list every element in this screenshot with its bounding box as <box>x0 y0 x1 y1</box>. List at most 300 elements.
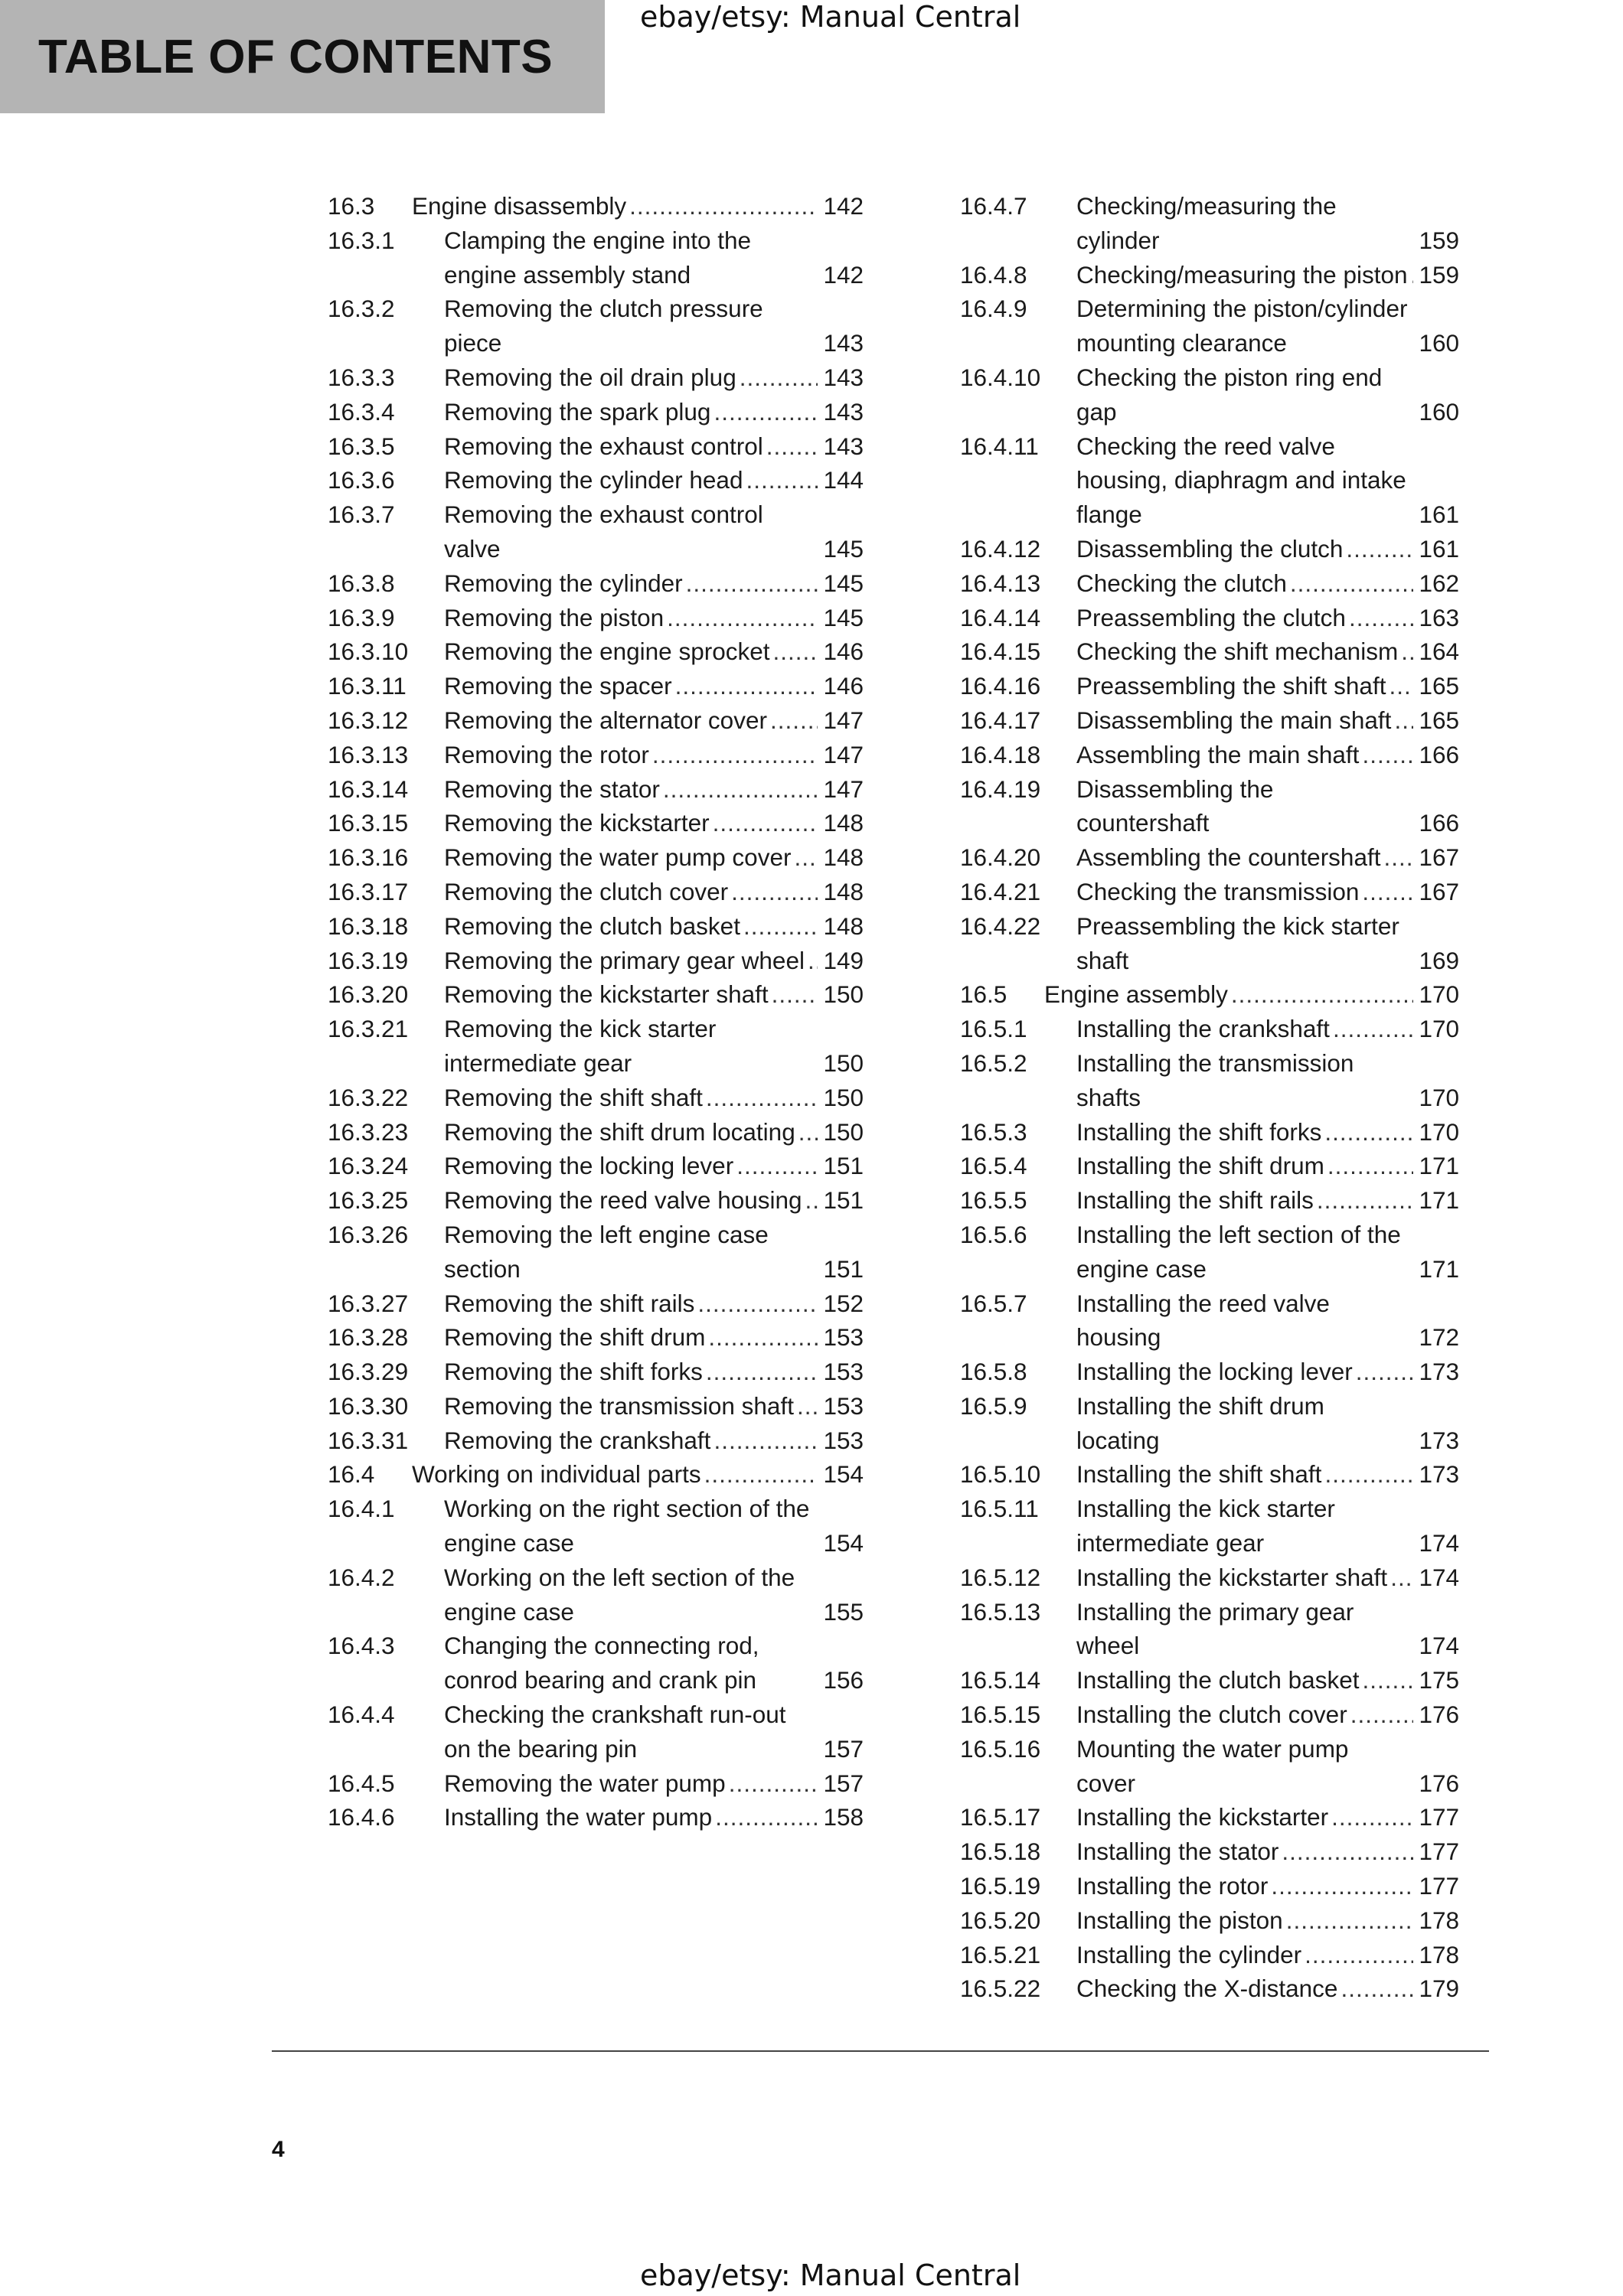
toc-entry-number: 16.3.7 <box>328 501 395 529</box>
toc-column-left <box>328 189 864 1835</box>
toc-entry-page: 145 <box>823 534 864 563</box>
toc-entry[interactable] <box>328 1629 864 1698</box>
toc-entry-title: Removing the kick starter intermediate gear <box>444 1015 717 1077</box>
toc-entry-page: 143 <box>823 397 864 426</box>
toc-entry-number: 16.3.15 <box>328 809 409 837</box>
toc-entry-title: Installing the reed valve housing <box>1076 1289 1330 1352</box>
toc-entry-page: 143 <box>823 329 864 357</box>
toc-entry-title: Removing the engine sprocket <box>444 638 770 666</box>
dot-leader <box>1282 1835 1413 1869</box>
toc-entry[interactable] <box>960 1595 1459 1664</box>
dot-leader <box>773 634 818 669</box>
toc-column-right <box>960 189 1459 2006</box>
toc-entry-number: 16.5.4 <box>960 1152 1027 1180</box>
toc-entry-title: Removing the rotor <box>444 740 649 768</box>
toc-entry-page: 159 <box>1419 226 1459 254</box>
toc-entry-page: 152 <box>823 1289 864 1317</box>
toc-entry[interactable] <box>960 1218 1459 1287</box>
toc-entry[interactable] <box>328 497 864 566</box>
dot-leader <box>715 1800 818 1835</box>
toc-entry-number: 16.5.5 <box>960 1186 1027 1215</box>
page-title: TABLE OF CONTENTS <box>38 30 554 83</box>
toc-entry-title: Installing the kick starter intermediate gear <box>1076 1495 1335 1557</box>
toc-entry-number: 16.3.9 <box>328 603 395 631</box>
toc-entry-page: 145 <box>823 603 864 631</box>
toc-entry-page: 153 <box>823 1358 864 1386</box>
toc-entry-title: Removing the shift forks <box>444 1358 703 1386</box>
toc-entry-number: 16.3.5 <box>328 432 395 460</box>
toc-entry-title: Disassembling the countershaft <box>1076 775 1274 837</box>
dot-leader <box>667 601 818 635</box>
toc-entry-title: Removing the crankshaft <box>444 1426 711 1454</box>
toc-entry-title: Installing the stator <box>1076 1838 1279 1866</box>
toc-entry-page: 171 <box>1419 1152 1459 1180</box>
toc-entry-page: 171 <box>1419 1186 1459 1215</box>
toc-entry[interactable] <box>328 1149 864 1183</box>
toc-entry-title: Removing the transmission shaft <box>444 1391 794 1420</box>
toc-entry[interactable] <box>328 944 864 978</box>
toc-entry-page: 161 <box>1419 501 1459 529</box>
toc-entry-number: 16.3.31 <box>328 1426 409 1454</box>
toc-entry-number: 16.5.3 <box>960 1117 1027 1146</box>
toc-entry-page: 153 <box>823 1426 864 1454</box>
toc-entry-page: 179 <box>1419 1975 1459 2003</box>
dot-leader <box>675 669 818 703</box>
toc-entry-number: 16.5.6 <box>960 1220 1027 1248</box>
toc-entry-title: Removing the exhaust control valve <box>444 501 763 563</box>
toc-entry-page: 160 <box>1419 397 1459 426</box>
toc-entry-number: 16.3.3 <box>328 363 395 391</box>
toc-entry-number: 16.5 <box>960 980 1007 1009</box>
toc-entry-title: Removing the stator <box>444 775 660 803</box>
dot-leader <box>808 944 818 978</box>
toc-entry[interactable] <box>960 1800 1459 1835</box>
toc-entry-title: Removing the shift drum <box>444 1323 706 1352</box>
toc-entry[interactable] <box>960 1561 1459 1595</box>
toc-entry-title: Removing the shift rails <box>444 1289 695 1317</box>
dot-leader <box>1411 258 1414 292</box>
toc-entry-title: Removing the shift drum locating <box>444 1117 795 1146</box>
dot-leader <box>794 840 818 875</box>
dot-leader <box>1346 532 1413 566</box>
toc-entry-title: Installing the kickstarter <box>1076 1803 1329 1831</box>
toc-entry[interactable] <box>328 738 864 772</box>
toc-entry-number: 16.4.12 <box>960 534 1041 563</box>
toc-entry[interactable] <box>328 840 864 875</box>
toc-entry-page: 167 <box>1419 843 1459 872</box>
toc-entry[interactable] <box>328 1320 864 1355</box>
toc-entry[interactable] <box>960 1389 1459 1458</box>
toc-entry-number: 16.4.6 <box>328 1803 395 1831</box>
toc-entry-title: Engine disassembly <box>412 192 627 220</box>
toc-entry-number: 16.5.21 <box>960 1940 1041 1968</box>
toc-entry[interactable] <box>328 1424 864 1458</box>
dot-leader <box>697 1287 818 1321</box>
toc-entry-title: Removing the locking lever <box>444 1152 734 1180</box>
toc-entry-title: Disassembling the clutch <box>1076 534 1344 563</box>
dot-leader <box>686 566 818 601</box>
toc-entry-page: 146 <box>823 638 864 666</box>
dot-leader <box>663 772 818 807</box>
dot-leader <box>1290 566 1413 601</box>
toc-entry-number: 16.4.18 <box>960 740 1041 768</box>
toc-entry-number: 16.3 <box>328 192 375 220</box>
dot-leader <box>1341 1971 1413 2006</box>
toc-entry-title: Removing the shift shaft <box>444 1083 703 1111</box>
toc-entry-page: 169 <box>1419 946 1459 974</box>
toc-entry-number: 16.4.11 <box>960 432 1039 460</box>
toc-entry[interactable] <box>960 1663 1459 1698</box>
dot-leader <box>743 909 818 944</box>
toc-entry-page: 148 <box>823 809 864 837</box>
toc-entry[interactable] <box>328 1081 864 1115</box>
toc-entry[interactable] <box>328 395 864 429</box>
toc-entry-page: 153 <box>823 1323 864 1352</box>
dot-leader <box>713 806 818 840</box>
toc-entry-title: Installing the kickstarter shaft <box>1076 1563 1388 1591</box>
toc-entry-title: Assembling the main shaft <box>1076 740 1360 768</box>
toc-entry-page: 142 <box>823 192 864 220</box>
toc-entry-number: 16.4.7 <box>960 192 1027 220</box>
toc-entry[interactable] <box>960 1903 1459 1938</box>
toc-entry-page: 178 <box>1419 1940 1459 1968</box>
toc-entry-title: Removing the exhaust control <box>444 432 763 460</box>
toc-entry[interactable] <box>960 634 1459 669</box>
toc-entry-page: 177 <box>1419 1803 1459 1831</box>
toc-entry-page: 147 <box>823 740 864 768</box>
toc-entry-title: Changing the connecting rod, conrod bearing and crank pin <box>444 1632 759 1694</box>
toc-entry-title: Removing the oil drain plug <box>444 363 736 391</box>
toc-entry-number: 16.5.7 <box>960 1289 1027 1317</box>
dot-leader <box>798 1115 818 1150</box>
toc-entry-number: 16.5.10 <box>960 1460 1041 1489</box>
toc-entry-page: 147 <box>823 775 864 803</box>
toc-entry-title: Removing the primary gear wheel <box>444 946 805 974</box>
toc-entry-page: 143 <box>823 363 864 391</box>
toc-entry-page: 142 <box>823 260 864 289</box>
toc-entry-title: Checking the reed valve housing, diaphragm and intake flange <box>1076 432 1406 529</box>
toc-entry-page: 148 <box>823 912 864 940</box>
toc-entry-number: 16.4.10 <box>960 363 1041 391</box>
dot-leader <box>1327 1149 1413 1183</box>
toc-entry-title: Working on the right section of the engine case <box>444 1495 810 1557</box>
toc-entry-page: 150 <box>823 1083 864 1111</box>
toc-entry-page: 172 <box>1419 1323 1459 1352</box>
toc-entry-page: 166 <box>1419 740 1459 768</box>
toc-entry-title: Checking the shift mechanism <box>1076 638 1399 666</box>
toc-entry-title: Installing the piston <box>1076 1906 1283 1934</box>
toc-entry[interactable] <box>960 1149 1459 1183</box>
toc-entry-title: Installing the locking lever <box>1076 1358 1353 1386</box>
toc-entry-title: Checking the piston ring end gap <box>1076 363 1383 426</box>
dot-leader <box>1394 703 1413 738</box>
toc-entry-title: Removing the spacer <box>444 672 672 700</box>
toc-entry-page: 151 <box>823 1254 864 1283</box>
toc-entry-title: Removing the clutch basket <box>444 912 740 940</box>
dot-leader <box>1389 669 1413 703</box>
toc-entry-title: Checking the clutch <box>1076 569 1287 597</box>
toc-entry-title: Installing the water pump <box>444 1803 713 1831</box>
toc-entry-title: Clamping the engine into the engine assembly stand <box>444 226 752 289</box>
toc-entry[interactable] <box>328 977 864 1012</box>
toc-entry-page: 147 <box>823 706 864 734</box>
toc-entry[interactable] <box>328 909 864 944</box>
toc-entry-title: Preassembling the kick starter shaft <box>1076 912 1399 974</box>
toc-entry[interactable] <box>960 875 1459 909</box>
toc-entry-title: Working on individual parts <box>412 1460 701 1489</box>
toc-entry[interactable] <box>328 634 864 669</box>
toc-entry-page: 149 <box>823 946 864 974</box>
dot-leader <box>1362 875 1413 909</box>
toc-entry-title: Removing the clutch pressure piece <box>444 295 763 357</box>
toc-entry-page: 166 <box>1419 809 1459 837</box>
toc-entry-page: 164 <box>1419 638 1459 666</box>
toc-entry-number: 16.5.13 <box>960 1597 1041 1626</box>
toc-entry-title: Removing the reed valve housing <box>444 1186 802 1215</box>
toc-entry-title: Checking the crankshaft run-out on the bearing pin <box>444 1701 786 1763</box>
toc-entry-title: Determining the piston/cylinder mounting clearance <box>1076 295 1408 357</box>
toc-entry[interactable] <box>328 1800 864 1835</box>
toc-entry[interactable] <box>328 566 864 601</box>
toc-entry[interactable] <box>960 566 1459 601</box>
toc-entry-number: 16.3.12 <box>328 706 409 734</box>
toc-entry-page: 171 <box>1419 1254 1459 1283</box>
toc-entry-number: 16.3.17 <box>328 877 409 905</box>
toc-entry-number: 16.5.15 <box>960 1701 1041 1729</box>
toc-entry[interactable] <box>328 1115 864 1150</box>
toc-entry[interactable] <box>960 977 1459 1012</box>
toc-entry-title: Removing the piston <box>444 603 665 631</box>
toc-entry-page: 165 <box>1419 706 1459 734</box>
toc-entry[interactable] <box>960 840 1459 875</box>
toc-entry[interactable] <box>328 189 864 223</box>
toc-entry-number: 16.3.26 <box>328 1220 409 1248</box>
dot-leader <box>652 738 818 772</box>
toc-entry-title: Engine assembly <box>1044 980 1228 1009</box>
toc-entry[interactable] <box>328 223 864 292</box>
toc-entry-number: 16.3.19 <box>328 946 409 974</box>
watermark-bottom: ebay/etsy: Manual Central <box>640 2258 1021 2292</box>
toc-entry[interactable] <box>328 1766 864 1801</box>
toc-entry[interactable] <box>960 1046 1459 1115</box>
toc-entry-number: 16.4.3 <box>328 1632 395 1660</box>
dot-leader <box>1305 1938 1413 1972</box>
toc-entry-page: 173 <box>1419 1358 1459 1386</box>
toc-entry-number: 16.5.19 <box>960 1872 1041 1900</box>
toc-entry[interactable] <box>328 1287 864 1321</box>
toc-entry-page: 173 <box>1419 1426 1459 1454</box>
toc-entry-number: 16.3.21 <box>328 1015 409 1043</box>
toc-entry-title: Removing the alternator cover <box>444 706 767 734</box>
toc-entry-title: Disassembling the main shaft <box>1076 706 1392 734</box>
toc-entry[interactable] <box>960 429 1459 532</box>
toc-entry-page: 151 <box>823 1152 864 1180</box>
toc-entry-number: 16.5.12 <box>960 1563 1041 1591</box>
toc-entry[interactable] <box>328 703 864 738</box>
toc-entry-page: 143 <box>823 432 864 460</box>
toc-entry[interactable] <box>960 1183 1459 1218</box>
dot-leader <box>729 1766 818 1801</box>
toc-entry[interactable] <box>328 463 864 497</box>
dot-leader <box>1331 1800 1413 1835</box>
footer-divider <box>272 2050 1489 2052</box>
toc-entry-number: 16.4 <box>328 1460 375 1489</box>
dot-leader <box>708 1320 818 1355</box>
toc-entry-number: 16.4.9 <box>960 295 1027 323</box>
toc-entry-page: 158 <box>823 1803 864 1831</box>
toc-entry-page: 155 <box>823 1597 864 1626</box>
toc-entry-page: 174 <box>1419 1632 1459 1660</box>
toc-entry-page: 170 <box>1419 1117 1459 1146</box>
toc-entry-number: 16.4.13 <box>960 569 1041 597</box>
toc-entry[interactable] <box>960 1869 1459 1903</box>
toc-entry[interactable] <box>960 601 1459 635</box>
toc-entry-page: 176 <box>1419 1769 1459 1797</box>
toc-entry-page: 153 <box>823 1391 864 1420</box>
toc-entry-number: 16.5.18 <box>960 1838 1041 1866</box>
toc-entry-number: 16.4.22 <box>960 912 1041 940</box>
toc-entry-number: 16.3.16 <box>328 843 409 872</box>
dot-leader <box>1356 1355 1413 1389</box>
toc-entry-title: Removing the clutch cover <box>444 877 729 905</box>
toc-entry-number: 16.3.6 <box>328 466 395 494</box>
toc-entry[interactable] <box>960 703 1459 738</box>
toc-entry-title: Checking the X-distance <box>1076 1975 1338 2003</box>
toc-entry-number: 16.3.29 <box>328 1358 409 1386</box>
toc-entry-number: 16.4.14 <box>960 603 1041 631</box>
toc-entry-number: 16.4.20 <box>960 843 1041 872</box>
dot-leader <box>746 463 818 497</box>
toc-entry-number: 16.3.13 <box>328 740 409 768</box>
toc-entry-number: 16.5.14 <box>960 1666 1041 1694</box>
toc-entry-number: 16.5.11 <box>960 1495 1039 1523</box>
toc-entry[interactable] <box>960 189 1459 258</box>
dot-leader <box>1271 1869 1413 1903</box>
dot-leader <box>714 395 818 429</box>
toc-entry[interactable] <box>960 1457 1459 1492</box>
dot-leader <box>1317 1183 1413 1218</box>
toc-entry-page: 161 <box>1419 534 1459 563</box>
toc-entry-title: Installing the primary gear wheel <box>1076 1597 1354 1660</box>
toc-entry-number: 16.3.24 <box>328 1152 409 1180</box>
toc-entry[interactable] <box>328 1012 864 1081</box>
toc-entry[interactable] <box>960 258 1459 292</box>
toc-entry[interactable] <box>328 806 864 840</box>
toc-entry-page: 148 <box>823 877 864 905</box>
toc-entry[interactable] <box>960 1698 1459 1732</box>
toc-entry[interactable] <box>960 772 1459 841</box>
dot-leader <box>1324 1115 1413 1150</box>
dot-leader <box>731 875 818 909</box>
toc-entry-title: Preassembling the shift shaft <box>1076 672 1386 700</box>
toc-entry-page: 174 <box>1419 1529 1459 1557</box>
toc-entry-title: Installing the shift shaft <box>1076 1460 1322 1489</box>
toc-entry[interactable] <box>328 1389 864 1424</box>
toc-entry[interactable] <box>328 429 864 464</box>
toc-entry-page: 156 <box>823 1666 864 1694</box>
toc-entry[interactable] <box>960 1835 1459 1869</box>
toc-entry[interactable] <box>960 1492 1459 1561</box>
toc-entry[interactable] <box>328 1218 864 1287</box>
toc-entry[interactable] <box>328 1457 864 1492</box>
toc-entry[interactable] <box>328 772 864 807</box>
dot-leader <box>1401 634 1413 669</box>
dot-leader <box>714 1424 818 1458</box>
toc-entry[interactable] <box>328 360 864 395</box>
toc-entry-page: 178 <box>1419 1906 1459 1934</box>
toc-entry-page: 145 <box>823 569 864 597</box>
toc-entry-page: 174 <box>1419 1563 1459 1591</box>
toc-entry[interactable] <box>960 1287 1459 1355</box>
toc-entry[interactable] <box>960 1732 1459 1801</box>
dot-leader <box>1362 738 1413 772</box>
toc-entry[interactable] <box>960 1355 1459 1389</box>
toc-entry[interactable] <box>328 292 864 360</box>
dot-leader <box>1286 1903 1413 1938</box>
toc-entry[interactable] <box>960 1115 1459 1150</box>
toc-entry-number: 16.4.17 <box>960 706 1041 734</box>
toc-entry-page: 157 <box>823 1734 864 1763</box>
toc-entry-title: Preassembling the clutch <box>1076 603 1346 631</box>
toc-entry-number: 16.3.8 <box>328 569 395 597</box>
toc-entry[interactable] <box>328 1492 864 1561</box>
toc-entry-title: Checking/measuring the cylinder <box>1076 192 1337 254</box>
toc-entry[interactable] <box>328 1355 864 1389</box>
toc-entry[interactable] <box>328 1698 864 1766</box>
toc-entry-number: 16.3.23 <box>328 1117 409 1146</box>
toc-entry-number: 16.4.5 <box>328 1769 395 1797</box>
toc-entry-number: 16.4.19 <box>960 775 1041 803</box>
toc-entry[interactable] <box>328 875 864 909</box>
toc-entry-page: 148 <box>823 843 864 872</box>
toc-entry-title: Installing the transmission shafts <box>1076 1049 1354 1111</box>
toc-entry[interactable] <box>960 1938 1459 1972</box>
toc-entry[interactable] <box>960 1012 1459 1046</box>
toc-entry-page: 170 <box>1419 1015 1459 1043</box>
toc-entry-number: 16.5.17 <box>960 1803 1041 1831</box>
toc-entry[interactable] <box>960 909 1459 978</box>
toc-entry[interactable] <box>328 601 864 635</box>
toc-entry-number: 16.3.2 <box>328 295 395 323</box>
toc-entry[interactable] <box>960 360 1459 429</box>
toc-entry-page: 157 <box>823 1769 864 1797</box>
toc-entry-title: Removing the kickstarter shaft <box>444 980 769 1009</box>
dot-leader <box>706 1355 818 1389</box>
toc-entry[interactable] <box>960 1971 1459 2006</box>
toc-entry[interactable] <box>960 738 1459 772</box>
toc-entry-page: 176 <box>1419 1701 1459 1729</box>
toc-entry-page: 177 <box>1419 1872 1459 1900</box>
toc-entry-title: Installing the cylinder <box>1076 1940 1302 1968</box>
toc-entry-number: 16.5.16 <box>960 1734 1041 1763</box>
toc-entry-title: Assembling the countershaft <box>1076 843 1381 872</box>
toc-entry-title: Installing the clutch basket <box>1076 1666 1360 1694</box>
toc-entry[interactable] <box>960 532 1459 566</box>
toc-entry-number: 16.3.4 <box>328 397 395 426</box>
toc-entry[interactable] <box>328 669 864 703</box>
toc-entry[interactable] <box>960 669 1459 703</box>
toc-entry[interactable] <box>960 292 1459 360</box>
dot-leader <box>1350 1698 1413 1732</box>
toc-entry[interactable] <box>328 1183 864 1218</box>
dot-leader <box>772 977 818 1012</box>
toc-entry-page: 170 <box>1419 1083 1459 1111</box>
toc-entry-title: Installing the clutch cover <box>1076 1701 1347 1729</box>
toc-entry[interactable] <box>328 1561 864 1629</box>
watermark-top: ebay/etsy: Manual Central <box>640 0 1021 34</box>
toc-entry-number: 16.5.1 <box>960 1015 1027 1043</box>
toc-entry-number: 16.4.4 <box>328 1701 395 1729</box>
